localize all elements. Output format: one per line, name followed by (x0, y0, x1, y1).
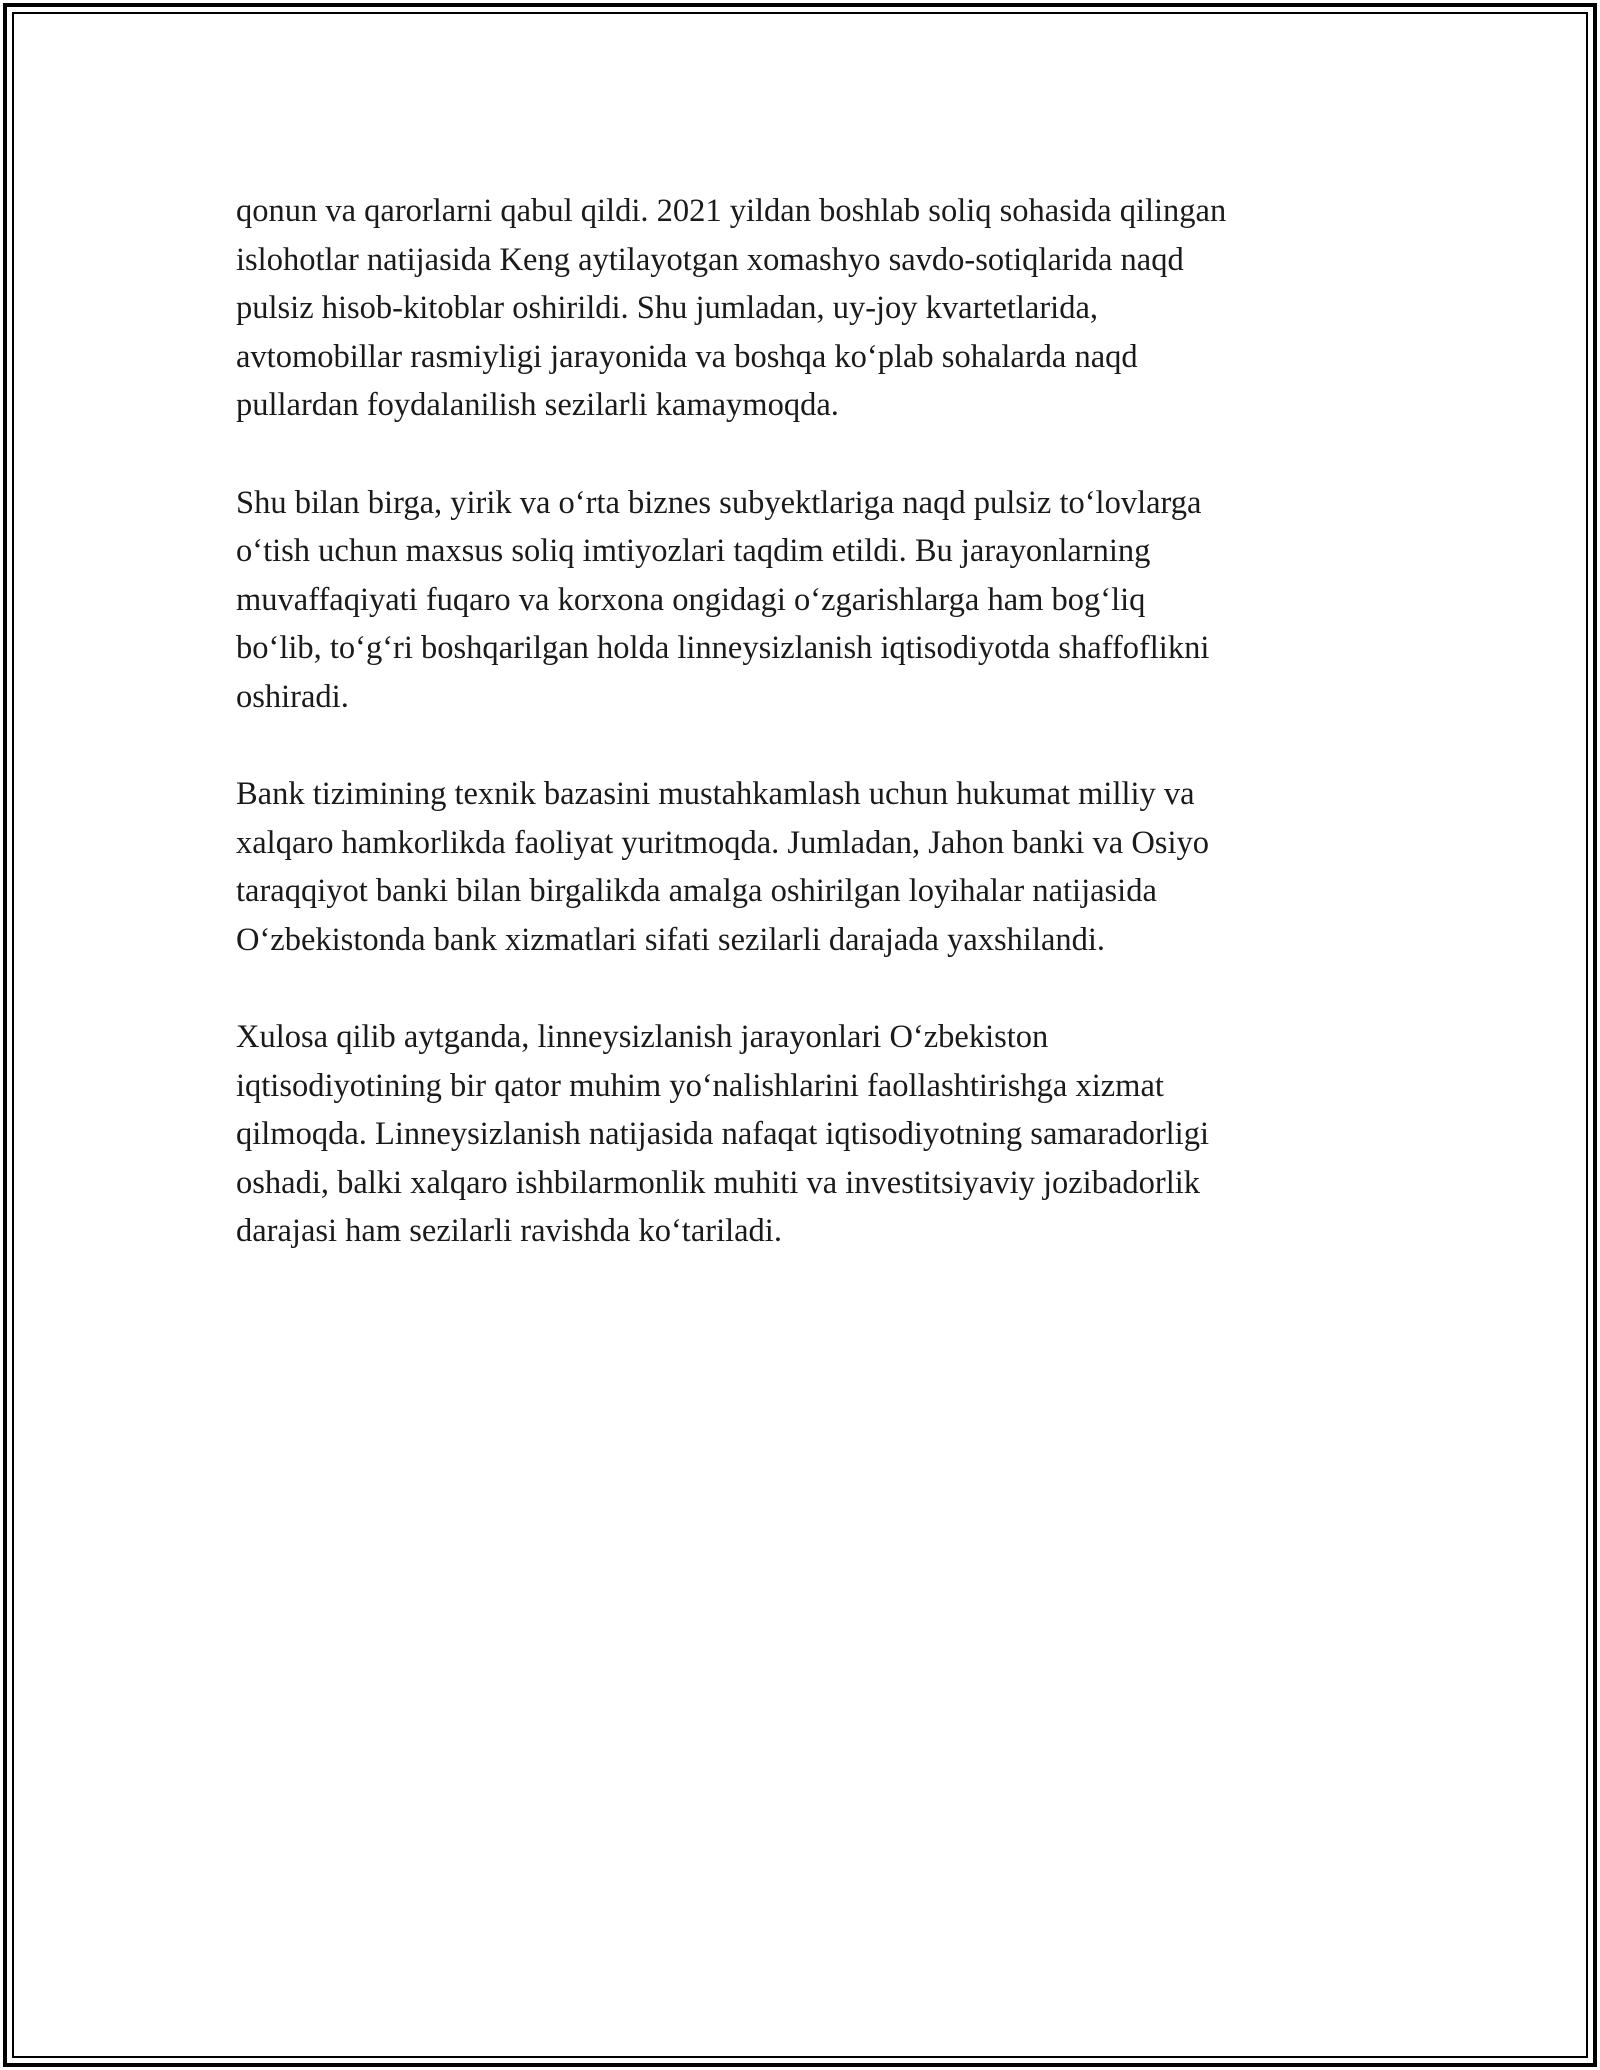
text-line: taraqqiyot banki bilan birgalikda amalga oshirilgan loyihalar natijasida (236, 873, 1157, 910)
text-line: o‘tish uchun maxsus soliq imtiyozlari taqdim etildi. Bu jarayonlarning (236, 533, 1151, 570)
text-line: O‘zbekistonda bank xizmatlari sifati sezilarli darajada yaxshilandi. (236, 921, 1106, 958)
text-line: xalqaro hamkorlikda faoliyat yuritmoqda. Jumladan, Jahon banki va Osiyo (236, 824, 1209, 861)
text-line: oshadi, balki xalqaro ishbilarmonlik muhiti va investitsiyaviy jozibadorlik (236, 1164, 1201, 1201)
paragraph (236, 479, 1366, 722)
text-line: bo‘lib, to‘g‘ri boshqarilgan holda linneysizlanish iqtisodiyotda shaffoflikni (236, 630, 1210, 667)
text-line: oshiradi. (236, 678, 349, 715)
text-line: Xulosa qilib aytganda, linneysizlanish jarayonlari O‘zbekiston (236, 1019, 1049, 1056)
text-line: Bank tizimining texnik bazasini mustahkamlash uchun hukumat milliy va (236, 776, 1195, 813)
text-line: muvaffaqiyati fuqaro va korxona ongidagi o‘zgarishlarga ham bog‘liq (236, 581, 1146, 618)
text-line: avtomobillar rasmiyligi jarayonida va boshqa ko‘plab sohalarda naqd (236, 338, 1138, 375)
paragraph (236, 187, 1366, 430)
paragraph (236, 1013, 1366, 1256)
text-line: iqtisodiyotining bir qator muhim yo‘nalishlarini faollashtirishga xizmat (236, 1067, 1164, 1104)
text-line: qilmoqda. Linneysizlanish natijasida nafaqat iqtisodiyotning samaradorligi (236, 1116, 1209, 1153)
text-line: qonun va qarorlarni qabul qildi. 2021 yildan boshlab soliq sohasida qilingan (236, 193, 1227, 229)
text-line: islohotlar natijasida Keng aytilayotgan xomashyo savdo-sotiqlarida naqd (236, 241, 1184, 278)
paragraph (236, 770, 1366, 964)
text-line: pullardan foydalanilish sezilarli kamaymoqda. (236, 387, 839, 424)
document-body (236, 187, 1366, 1305)
text-line: pulsiz hisob-kitoblar oshirildi. Shu jumladan, uy-joy kvartetlarida, (236, 290, 1099, 327)
text-line: Shu bilan birga, yirik va o‘rta biznes subyektlariga naqd pulsiz to‘lovlarga (236, 484, 1202, 521)
text-line: darajasi ham sezilarli ravishda ko‘tariladi. (236, 1213, 782, 1250)
